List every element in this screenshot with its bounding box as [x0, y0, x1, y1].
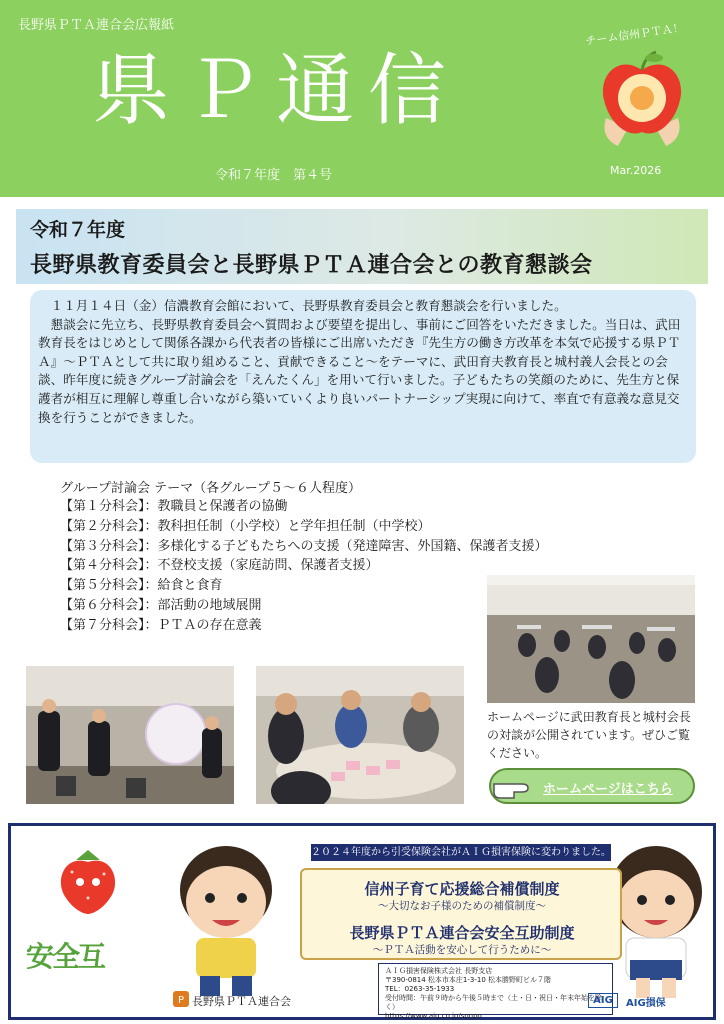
mutual-aid-plan-title: 長野県ＰＴＡ連合会安全互助制度: [349, 924, 575, 942]
aig-logo: AIG: [588, 993, 618, 1008]
anzen-gojo-logo: 安全互: [26, 940, 105, 973]
article-headline: 長野県教育委員会と長野県ＰＴＡ連合会との教育懇談会: [30, 253, 593, 278]
photo-caption: ホームページに武田教育長と城村会長の対談が公開されています。ぜひご覧ください。: [487, 710, 691, 760]
strawberry-mascot-icon: [52, 848, 124, 918]
contact-line: 〒390-0814 松本市本庄1-3-10 松本勝野町ビル７階: [385, 976, 552, 984]
presentation-photo: [26, 666, 234, 804]
article-year: 令和７年度: [30, 219, 126, 241]
child-support-plan-title: 信州子育て応援総合補償制度: [364, 880, 560, 898]
contact-line: 受付時間：午前９時から午後５時まで（土・日・祝日・年末年始を除く）: [385, 994, 602, 1011]
issue-date: Mar.2026: [610, 164, 662, 177]
list-item: 【第３分科会】：多様化する子どもたちへの支援（発達障害、外国籍、保護者支援）: [60, 538, 548, 554]
list-item: 【第２分科会】：教科担任制（小学校）と学年担任制（中学校）: [60, 518, 431, 534]
body-paragraph: 懇談会に先立ち、長野県教育委員会へ質問および要望を提出し、事前にご回答をいただきました。当日は、武田教育長をはじめとして関係各課から代表者の皆様にご出席いただき『先生方の働き方改革を本気で応援する県ＰＴＡ』〜ＰＴＡとして共に取り組めること、貢献できること〜をテーマに、武田育夫教育長と城村義人会長との会談、昨年度に続きグループ討論会を「えんたくん」を用いて行いました。子どもたちの笑顔のために、先生方と保護者が相互に理解し尊重し合いながら築いていくより良いパートナーシップ実現に向けて、率直で有意義な意見交換を行うことができました。: [38, 316, 681, 425]
group-discussion-photo: [256, 666, 464, 804]
boy-character-illustration: [166, 840, 286, 998]
child-support-plan-subtitle: 〜大切なお子様のための補償制度〜: [378, 900, 546, 912]
group-discussion-title: グループ討論会 テーマ（各グループ５〜６人程度）: [60, 481, 362, 496]
newsletter-title: 県Ｐ通信: [92, 46, 461, 136]
article-body: [38, 297, 690, 427]
meeting-hall-photo: [487, 575, 695, 703]
list-item: 【第７分科会】：ＰＴＡの存在意義: [60, 617, 262, 633]
insurer-change-banner: ２０２４年度から引受保険会社がＡＩＧ損害保険に変わりました。: [311, 844, 611, 861]
svg-text:P: P: [177, 995, 185, 1006]
list-item: 【第４分科会】：不登校支援（家庭訪問、保護者支援）: [60, 558, 379, 574]
list-item: 【第５分科会】：給食と食育: [60, 578, 223, 594]
list-item: 【第１分科会】：教職員と保護者の協働: [60, 499, 288, 514]
publisher-name: 長野県ＰＴＡ連合会広報紙: [18, 18, 175, 33]
issue-number: 令和７年度 第４号: [215, 168, 333, 183]
contact-line: ＡＩＧ損害保険株式会社 長野支店: [385, 967, 493, 975]
team-slogan: チーム信州ＰＴＡ！: [584, 21, 685, 48]
body-paragraph: １１月１４日（金）信濃教育会館において、長野県教育委員会と教育懇談会を行いました。: [38, 298, 567, 313]
homepage-link-label[interactable]: ホームページはこちら: [543, 782, 673, 797]
pta-federation-logo: 長野県ＰＴＡ連合会: [192, 995, 291, 1008]
insurer-contact-box: [378, 963, 613, 1020]
contact-url[interactable]: https://www.aig.co.jp/sonpo: [385, 1012, 482, 1020]
pta-emblem-icon: [173, 991, 189, 1007]
mutual-aid-plan-subtitle: 〜ＰＴＡ活動を安心して行うために〜: [372, 944, 552, 956]
list-item: 【第６分科会】：部活動の地域展開: [60, 597, 262, 613]
apple-logo-icon: [598, 48, 686, 148]
aig-brand-name: AIG損保: [626, 998, 666, 1009]
pointing-hand-icon: [490, 772, 540, 802]
contact-line: TEL：0263-35-1933: [385, 985, 455, 993]
group-list: [60, 497, 548, 636]
